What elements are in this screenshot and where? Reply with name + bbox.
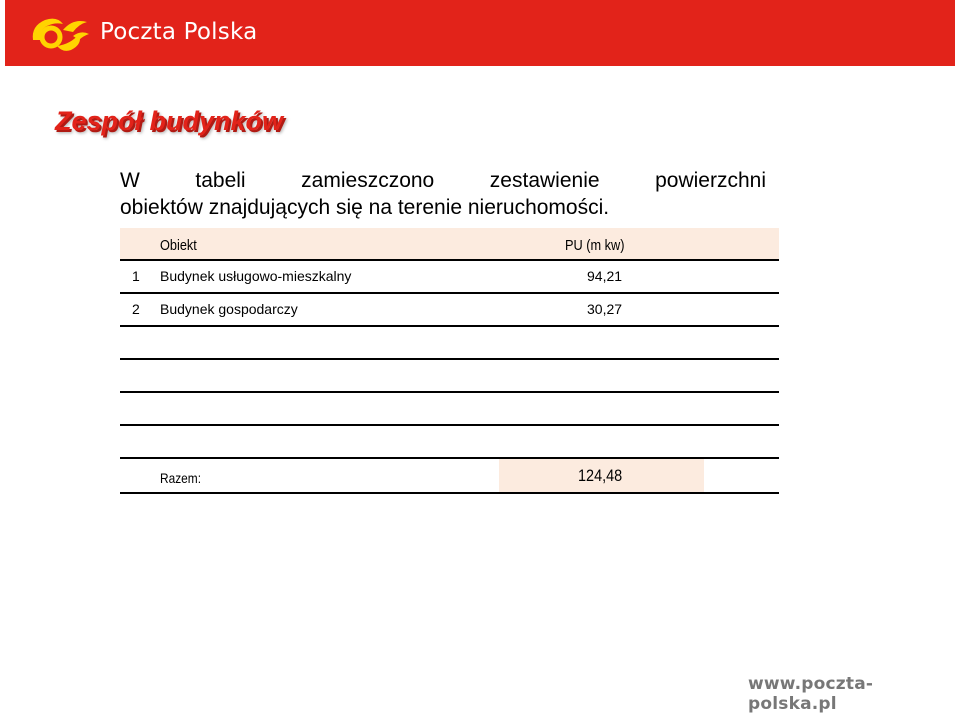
table-row-empty	[120, 360, 779, 393]
poczta-polska-logo-icon	[27, 10, 95, 56]
header-bar	[5, 0, 955, 66]
table-row-empty	[120, 426, 779, 459]
intro-paragraph	[120, 167, 766, 221]
intro-line-2: obiektów znajdujących się na terenie nieruchomości.	[120, 196, 610, 219]
row-object-name: Budynek gospodarczy	[160, 301, 298, 317]
row-number: 2	[132, 301, 140, 317]
total-label: Razem:	[160, 470, 201, 486]
table-header-row	[120, 228, 779, 261]
table-row	[120, 261, 779, 294]
row-area-value: 30,27	[587, 301, 623, 317]
brand-name: Poczta Polska	[100, 19, 258, 45]
table-row-empty	[120, 393, 779, 426]
table-row	[120, 294, 779, 327]
row-object-name: Budynek usługowo-mieszkalny	[160, 268, 352, 284]
column-header-area: PU (m kw)	[565, 237, 625, 254]
table-total-row	[120, 459, 779, 494]
area-table	[120, 228, 779, 494]
row-number: 1	[132, 268, 140, 284]
total-value: 124,48	[578, 466, 623, 485]
column-header-object: Obiekt	[160, 237, 197, 254]
page-title: Zespół budynków	[55, 106, 284, 136]
table-row-empty	[120, 327, 779, 360]
row-area-value: 94,21	[587, 268, 623, 284]
footer-website-link[interactable]: www.poczta-polska.pl	[748, 674, 874, 714]
intro-line-1: W tabeli zamieszczono zestawienie powierzchni	[120, 169, 766, 192]
